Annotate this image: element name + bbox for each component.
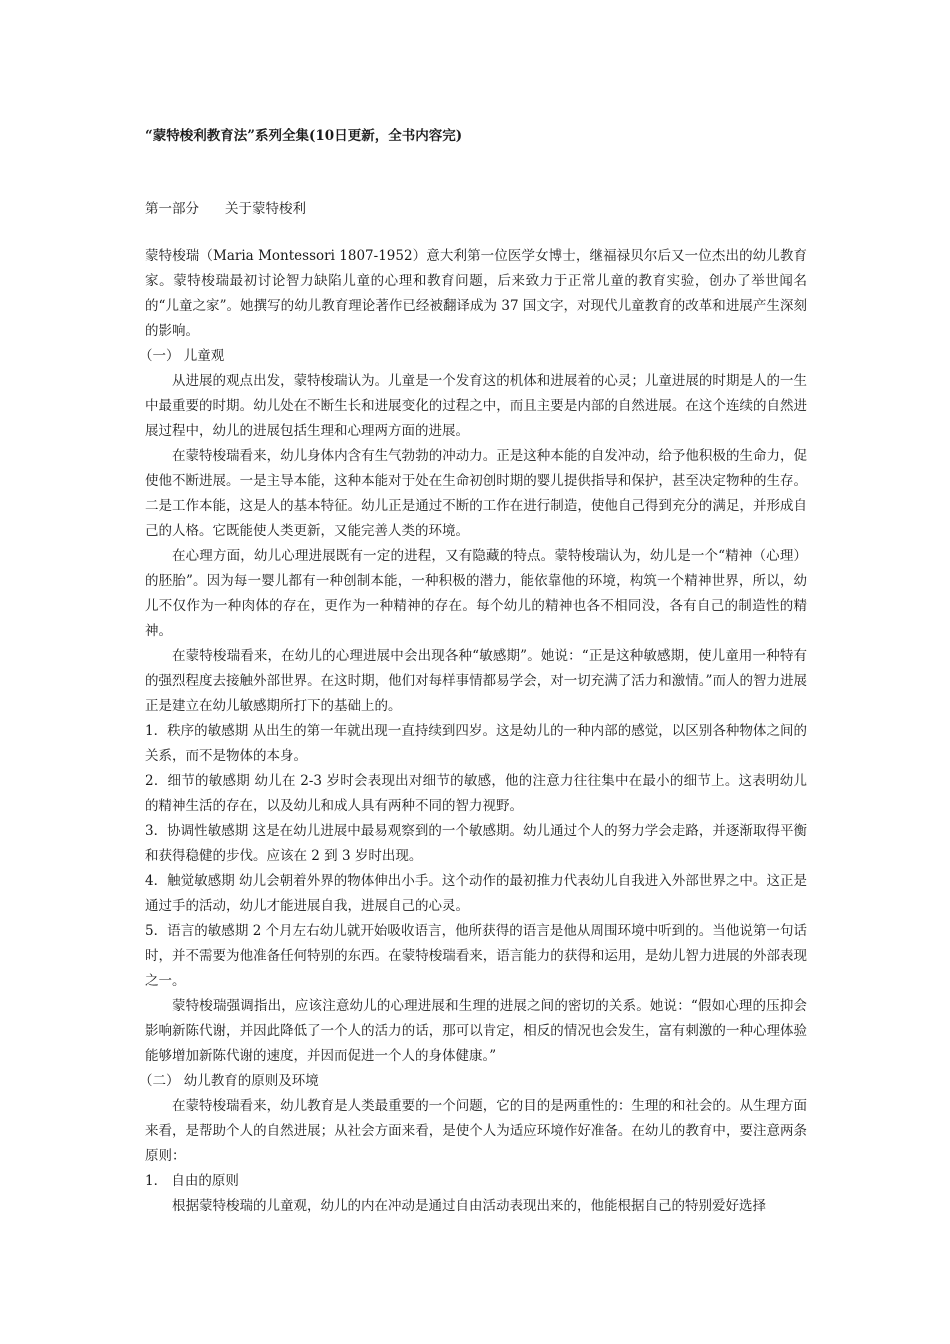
list-item-detail-period: 2．细节的敏感期 幼儿在 2-3 岁时会表现出对细节的敏感，他的注意力往往集中在最小的细节上。这表明幼儿的精神生活的存在，以及幼儿和成人具有两种不同的智力视野。	[145, 773, 807, 814]
body-paragraph: 蒙特梭瑞强调指出，应该注意幼儿的心理进展和生理的进展之间的密切的关系。她说：“假如心理的压抑会影响新陈代谢，并因此降低了一个人的活力的话，那可以肯定，相反的情况也会发生，富有刺激的一种心理体验能够增加新陈代谢的速度，并因而促进一个人的身体健康。”	[145, 998, 807, 1064]
section-heading-child-view: （一） 儿童观	[139, 348, 225, 364]
body-paragraph: 在蒙特梭瑞看来，在幼儿的心理进展中会出现各种“敏感期”。她说：“正是这种敏感期，使儿童用一种特有的强烈程度去接触外部世界。在这时期，他们对每样事情都易学会，对一切充满了活力和激情。”而人的智力进展正是建立在幼儿敏感期所打下的基础上的。	[145, 648, 807, 714]
document-title: “蒙特梭利教育法”系列全集(10日更新，全书内容完)	[145, 128, 463, 144]
intro-paragraph: 蒙特梭瑞（Maria Montessori 1807-1952）意大利第一位医学女博士，继福禄贝尔后又一位杰出的幼儿教育家。蒙特梭瑞最初讨论智力缺陷儿童的心理和教育问题，后来致力于正常儿童的教育实验，创办了举世闻名的“儿童之家”。她撰写的幼儿教育理论著作已经被翻译成为 37 国文字，对现代儿童教育的改革和进展产生深刻的影响。	[145, 248, 807, 339]
list-item-touch-period: 4．触觉敏感期 幼儿会朝着外界的物体伸出小手。这个动作的最初推力代表幼儿自我进入外部世界之中。这正是通过手的活动，幼儿才能进展自我，进展自己的心灵。	[145, 873, 807, 914]
body-paragraph: 在心理方面，幼儿心理进展既有一定的进程，又有隐藏的特点。蒙特梭瑞认为，幼儿是一个“精神（心理）的胚胎”。因为每一婴儿都有一种创制本能，一种积极的潜力，能依靠他的环境，构筑一个精神世界，所以，幼儿不仅作为一种肉体的存在，更作为一种精神的存在。每个幼儿的精神也各不相同没，各有自己的制造性的精神。	[145, 548, 807, 639]
list-item-coordination-period: 3．协调性敏感期 这是在幼儿进展中最易观察到的一个敏感期。幼儿通过个人的努力学会走路，并逐渐取得平衡和获得稳健的步伐。应该在 2 到 3 岁时出现。	[145, 823, 807, 864]
document-body	[139, 244, 807, 1219]
body-paragraph: 在蒙特梭瑞看来，幼儿教育是人类最重要的一个问题，它的目的是两重性的：生理的和社会的。从生理方面来看，是帮助个人的自然进展；从社会方面来看，是使个人为适应环境作好准备。在幼儿的教育中，要注意两条原则：	[145, 1098, 807, 1164]
body-paragraph: 在蒙特梭瑞看来，幼儿身体内含有生气勃勃的冲动力。正是这种本能的自发冲动，给予他积极的生命力，促使他不断进展。一是主导本能，这种本能对于处在生命初创时期的婴儿提供指导和保护，甚至决定物种的生存。二是工作本能，这是人的基本特征。幼儿正是通过不断的工作在进行制造，使他自己得到充分的满足，并形成自己的人格。它既能使人类更新，又能完善人类的环境。	[145, 448, 807, 539]
list-item-freedom-principle: 1． 自由的原则	[145, 1173, 239, 1189]
part-label: 第一部分	[145, 201, 199, 217]
list-item-order-period: 1．秩序的敏感期 从出生的第一年就出现一直持续到四岁。这是幼儿的一种内部的感觉，以区别各种物体之间的关系，而不是物体的本身。	[145, 723, 807, 764]
list-item-language-period: 5．语言的敏感期 2 个月左右幼儿就开始吸收语言，他所获得的语言是他从周围环境中听到的。当他说第一句话时，并不需要为他准备任何特别的东西。在蒙特梭瑞看来，语言能力的获得和运用，是幼儿智力进展的外部表现之一。	[145, 923, 807, 989]
section-heading-principles: （二） 幼儿教育的原则及环境	[139, 1073, 319, 1089]
body-paragraph: 根据蒙特梭瑞的儿童观，幼儿的内在冲动是通过自由活动表现出来的，他能根据自己的特别爱好选择	[172, 1198, 766, 1214]
part-title: 关于蒙特梭利	[225, 201, 306, 217]
body-paragraph: 从进展的观点出发，蒙特梭瑞认为。儿童是一个发育这的机体和进展着的心灵；儿童进展的时期是人的一生中最重要的时期。幼儿处在不断生长和进展变化的过程之中，而且主要是内部的自然进展。在这个连续的自然进展过程中，幼儿的进展包括生理和心理两方面的进展。	[145, 373, 807, 439]
part-heading	[145, 199, 306, 219]
